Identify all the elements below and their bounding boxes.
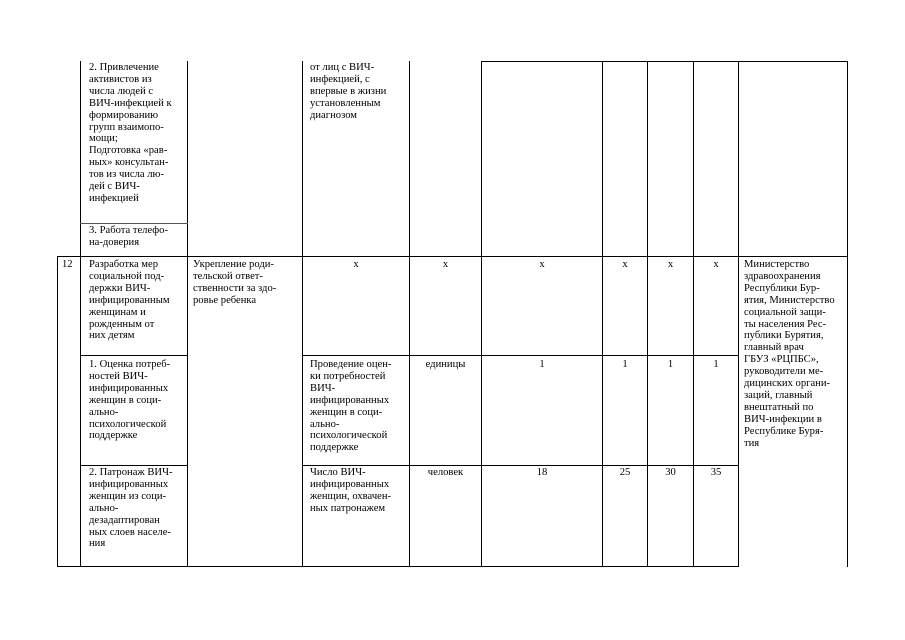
indicator-text: Число ВИЧ- инфицированных женщин, охвачен- ных патронажем (310, 467, 392, 514)
table-border-left (57, 256, 58, 567)
year-value: x (667, 259, 674, 270)
table-col-divider (647, 61, 648, 567)
unit-value: единицы (425, 359, 466, 370)
year-value: 30 (665, 467, 676, 478)
year-value: 35 (710, 467, 722, 478)
table-border-right (847, 61, 848, 567)
indicator-text: Проведение оцен- ки потребностей ВИЧ- инфицированных женщин в соци- ально- психологической поддержке (310, 359, 392, 454)
action-text: 2. Патронаж ВИЧ- инфицированных женщин из соци- ально- дезадаптирован ных слоев населе- ния (89, 467, 173, 550)
table-col-divider (409, 61, 410, 567)
table-col-divider (302, 61, 303, 567)
base-value: 18 (536, 467, 548, 478)
base-value: 1 (539, 359, 545, 370)
goal-text: Укрепление роди- тельской ответ- ственности за здо- ровье ребенка (193, 259, 277, 306)
table-rule (80, 223, 188, 224)
unit-value: человек (427, 467, 464, 478)
table-col-divider (80, 61, 81, 567)
table-col-divider (602, 61, 603, 567)
task-text: Разработка мер социальной под- держки ВИЧ- инфицированным женщинам и рожденным от них детям (89, 259, 170, 342)
table-col-divider (187, 61, 188, 567)
indicator-value: x (353, 259, 359, 270)
executors-text: Министерство здравоохранения Республики Бур- ятия, Министерство социальной защи- ты населения Рес- публики Бурятия, главный врач ГБУЗ «РЦПБС», руководители ме- дицинских органи- заций, главный внештатный по ВИЧ-инфекции в Республике Буря- тия (744, 259, 835, 449)
indicator-text: от лиц с ВИЧ- инфекцией, с впервые в жизни установленным диагнозом (310, 62, 387, 121)
year-value: x (622, 259, 628, 270)
row-number: 12 (62, 259, 73, 270)
year-value: 1 (713, 359, 719, 370)
table-rule (481, 61, 848, 62)
unit-value: x (442, 259, 449, 270)
table-col-divider (693, 61, 694, 567)
year-value: 1 (622, 359, 628, 370)
year-value: 25 (619, 467, 631, 478)
year-value: 1 (667, 359, 674, 370)
table-col-divider (481, 61, 482, 567)
table-rule (302, 355, 739, 356)
base-value: x (539, 259, 545, 270)
table-rule (57, 566, 739, 567)
table-rule (302, 465, 739, 466)
table-rule (80, 355, 188, 356)
table-rule (80, 465, 188, 466)
table-rule (57, 256, 848, 257)
action-text: 1. Оценка потреб- ностей ВИЧ- инфицированных женщин в соци- ально- психологической поддержке (89, 359, 171, 442)
table-col-divider (738, 61, 739, 567)
year-value: x (713, 259, 719, 270)
action-text: 2. Привлечение активистов из числа людей с ВИЧ-инфекцией к формированию групп взаимопо- мощи; Подготовка «рав- ных» консультан- тов из числа лю- дей с ВИЧ- инфекцией (89, 62, 172, 204)
action-text: 3. Работа телефо- на-доверия (89, 225, 168, 248)
